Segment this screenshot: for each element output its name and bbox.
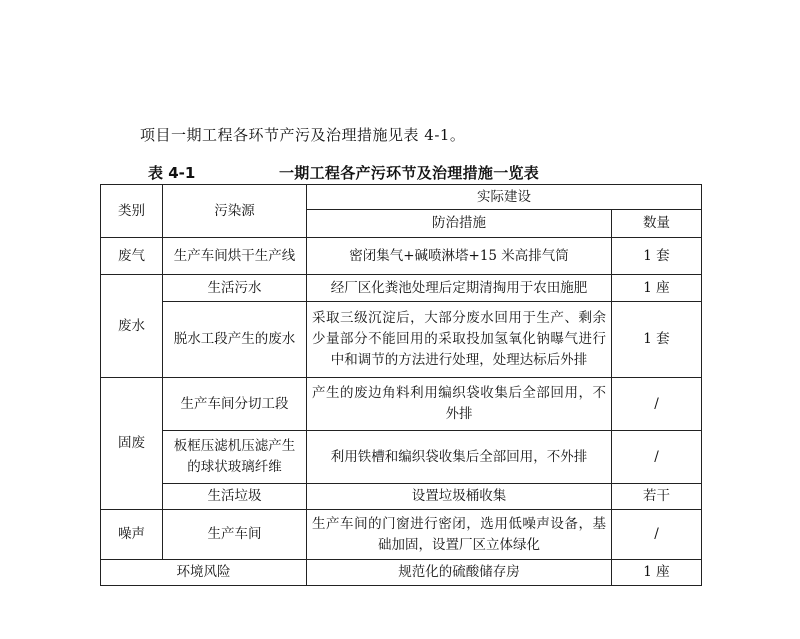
table-caption: [0, 162, 800, 182]
measure-cell: 采取三级沉淀后，大部分废水回用于生产、剩余少量部分不能回用的采取投加氢氧化钠曝气进行中和调节的方法进行处理，处理达标后外排: [307, 302, 612, 378]
quantity-cell: 1 座: [612, 560, 702, 586]
quantity-cell: 若干: [612, 484, 702, 510]
category-cell: 废水: [101, 275, 163, 378]
table-row: [101, 378, 702, 431]
source-cell: 生产车间: [163, 510, 307, 560]
category-cell: 废气: [101, 238, 163, 275]
table-row: [101, 510, 702, 560]
quantity-cell: 1 套: [612, 302, 702, 378]
category-cell: 噪声: [101, 510, 163, 560]
source-cell: 生产车间烘干生产线: [163, 238, 307, 275]
table-header-row: [101, 185, 702, 210]
table-title: 一期工程各产污环节及治理措施一览表: [279, 164, 540, 182]
header-source: 污染源: [163, 185, 307, 238]
header-quantity: 数量: [612, 210, 702, 238]
source-cell: 脱水工段产生的废水: [163, 302, 307, 378]
merged-category-cell: 环境风险: [101, 560, 307, 586]
source-cell: 生活污水: [163, 275, 307, 302]
quantity-cell: /: [612, 510, 702, 560]
source-cell: 生产车间分切工段: [163, 378, 307, 431]
quantity-cell: 1 座: [612, 275, 702, 302]
table-row: [101, 484, 702, 510]
measure-cell: 生产车间的门窗进行密闭，选用低噪声设备，基础加固，设置厂区立体绿化: [307, 510, 612, 560]
measure-cell: 规范化的硫酸储存房: [307, 560, 612, 586]
quantity-cell: 1 套: [612, 238, 702, 275]
quantity-cell: /: [612, 378, 702, 431]
measure-cell: 产生的废边角料利用编织袋收集后全部回用，不外排: [307, 378, 612, 431]
header-actual: 实际建设: [307, 185, 702, 210]
table-number: 表 4-1: [148, 164, 196, 182]
intro-paragraph: 项目一期工程各环节产污及治理措施见表 4-1。: [140, 126, 466, 144]
measure-cell: 设置垃圾桶收集: [307, 484, 612, 510]
header-measures: 防治措施: [307, 210, 612, 238]
quantity-cell: /: [612, 431, 702, 484]
table-row: [101, 560, 702, 586]
header-category: 类别: [101, 185, 163, 238]
measure-cell: 密闭集气+碱喷淋塔+15 米高排气筒: [307, 238, 612, 275]
measure-cell: 利用铁槽和编织袋收集后全部回用，不外排: [307, 431, 612, 484]
table-row: [101, 275, 702, 302]
table-row: [101, 238, 702, 275]
pollution-control-table: [100, 184, 702, 586]
table-row: [101, 302, 702, 378]
table-row: [101, 431, 702, 484]
source-cell: 板框压滤机压滤产生的球状玻璃纤维: [163, 431, 307, 484]
source-cell: 生活垃圾: [163, 484, 307, 510]
measure-cell: 经厂区化粪池处理后定期清掏用于农田施肥: [307, 275, 612, 302]
category-cell: 固废: [101, 378, 163, 510]
